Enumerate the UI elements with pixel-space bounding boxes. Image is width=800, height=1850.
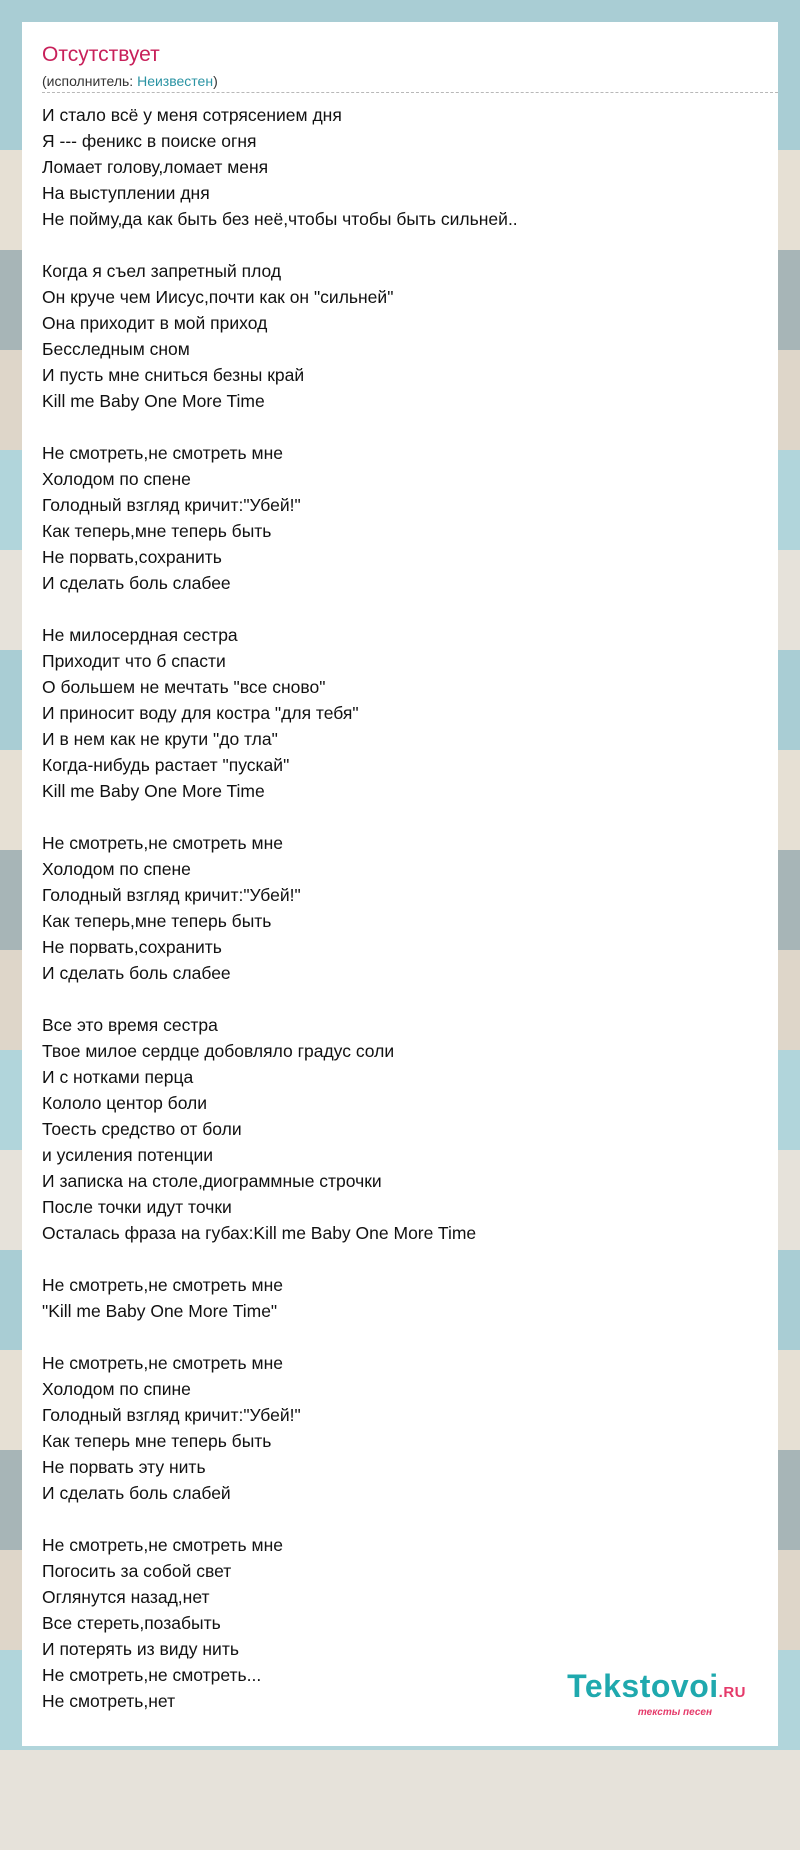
lyrics-card [22, 22, 778, 1746]
lyric-line: Не смотреть,не смотреть мне [42, 833, 283, 853]
lyric-line: И сделать боль слабее [42, 573, 231, 593]
lyric-line: Голодный взгляд кричит:"Убей!" [42, 495, 301, 515]
lyric-line: Твое милое сердце добовляло градус соли [42, 1041, 395, 1061]
lyric-line: Тоесть средство от боли [42, 1119, 242, 1139]
lyric-line: Не смотреть,не смотреть мне [42, 1353, 283, 1373]
lyric-line: Холодом по спене [42, 469, 191, 489]
lyric-line: И стало всё у меня сотрясением дня [42, 105, 342, 125]
lyric-line: Все это время сестра [42, 1015, 218, 1035]
lyrics-text [42, 102, 518, 1714]
lyric-line: Не смотреть,не смотреть мне [42, 443, 283, 463]
lyric-line: И потерять из виду нить [42, 1639, 239, 1659]
lyric-line [42, 596, 518, 622]
logo-domain: .RU [718, 1684, 746, 1701]
lyric-line: "Kill me Baby One More Time" [42, 1301, 278, 1321]
lyric-line: Kill me Baby One More Time [42, 391, 265, 411]
lyric-line [42, 232, 518, 258]
title-divider [42, 92, 778, 93]
logo-tagline: тексты песен [637, 1707, 712, 1718]
lyric-line: Как теперь мне теперь быть [42, 1431, 272, 1451]
lyric-line: Он круче чем Иисус,почти как он "сильней" [42, 287, 394, 307]
lyric-line: Погосить за собой свет [42, 1561, 232, 1581]
lyric-line: После точки идут точки [42, 1197, 232, 1217]
lyric-line [42, 804, 518, 830]
lyric-line: Я --- феникс в поиске огня [42, 131, 257, 151]
lyric-line [42, 986, 518, 1012]
lyric-line: Кололо центор боли [42, 1093, 208, 1113]
lyric-line [42, 1246, 518, 1272]
song-title: Отсутствует [42, 43, 160, 66]
lyric-line: Когда-нибудь растает "пускай" [42, 755, 290, 775]
lyric-line: Ломает голову,ломает меня [42, 157, 269, 177]
lyric-line: И записка на столе,диограммные строчки [42, 1171, 382, 1191]
lyric-line [42, 1324, 518, 1350]
logo-name: Tekstovoi [567, 1668, 719, 1704]
lyric-line [42, 1506, 518, 1532]
lyric-line: Голодный взгляд кричит:"Убей!" [42, 1405, 301, 1425]
lyric-line: Бесследным сном [42, 339, 190, 359]
lyric-line: Не смотреть,не смотреть... [42, 1665, 262, 1685]
lyric-line: На выступлении дня [42, 183, 210, 203]
lyric-line: Не смотреть,не смотреть мне [42, 1535, 283, 1555]
lyric-line: Не порвать,сохранить [42, 547, 222, 567]
lyric-line: Не порвать эту нить [42, 1457, 206, 1477]
lyric-line: Не пойму,да как быть без неё,чтобы чтобы быть сильней.. [42, 209, 518, 229]
lyric-line: Она приходит в мой приход [42, 313, 268, 333]
lyric-line: Оглянутся назад,нет [42, 1587, 210, 1607]
lyric-line: И пусть мне сниться безны край [42, 365, 305, 385]
lyric-line: Не смотреть,нет [42, 1691, 176, 1711]
lyric-line: Не смотреть,не смотреть мне [42, 1275, 283, 1295]
lyric-line: Все стереть,позабыть [42, 1613, 221, 1633]
site-logo[interactable] [567, 1669, 746, 1718]
lyric-line: Не милосердная сестра [42, 625, 238, 645]
lyric-line [42, 414, 518, 440]
lyric-line: И сделать боль слабее [42, 963, 231, 983]
lyric-line: Когда я съел запретный плод [42, 261, 282, 281]
lyric-line: Осталась фраза на губах:Kill me Baby One More Time [42, 1223, 477, 1243]
lyric-line: Не порвать,сохранить [42, 937, 222, 957]
lyric-line: И в нем как не крути "до тла" [42, 729, 278, 749]
performer-suffix: ) [213, 73, 218, 89]
lyric-line: Холодом по спене [42, 859, 191, 879]
performer-prefix: (исполнитель: [42, 73, 138, 89]
lyric-line: Как теперь,мне теперь быть [42, 521, 272, 541]
performer-line [42, 73, 218, 89]
lyric-line: и усиления потенции [42, 1145, 214, 1165]
lyric-line: Kill me Baby One More Time [42, 781, 265, 801]
lyric-line: Как теперь,мне теперь быть [42, 911, 272, 931]
lyric-line: И приносит воду для костра "для тебя" [42, 703, 359, 723]
artist-link[interactable]: Неизвестен [137, 73, 214, 89]
lyric-line: Голодный взгляд кричит:"Убей!" [42, 885, 301, 905]
lyric-line: И с нотками перца [42, 1067, 194, 1087]
lyric-line: О большем не мечтать "все сново" [42, 677, 326, 697]
lyric-line: Приходит что б спасти [42, 651, 226, 671]
lyric-line: Холодом по спине [42, 1379, 191, 1399]
lyric-line: И сделать боль слабей [42, 1483, 231, 1503]
background-stripe [0, 1750, 800, 1850]
